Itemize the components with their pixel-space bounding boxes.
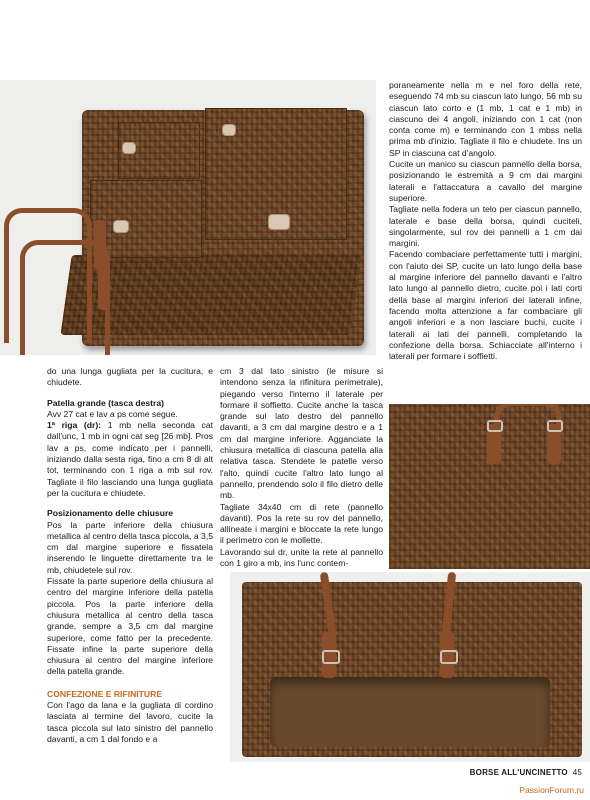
- clasp-icon: [222, 124, 236, 136]
- magazine-title: BORSE ALL'UNCINETTO: [469, 768, 568, 777]
- mid-bag-photo: [389, 404, 590, 569]
- paragraph: Cucite un manico su ciascun pannello della borsa, posizionando le estremità a 9 cm dai margini laterali e l'attaccatura a cavallo del margine superiore.: [389, 159, 582, 203]
- bottom-bag-photo: [230, 572, 590, 762]
- paragraph: Fissate la parte superiore della chiusura al centro del margine inferiore della patella piccola. Pos la parte inferiore della chiusura metallica al centro della tasca grande, sempre a 3,5 cm dal margine superiore, come fatto per la precedente. Fissate infine la parte superiore della chiusura al centro del margine inferiore della patella grande.: [47, 576, 213, 677]
- paragraph: Lavorando sul dr, unite la rete al pannello con 1 giro a mb, ins l'unc contem-: [220, 546, 383, 569]
- section-heading: Posizionamento delle chiusure: [47, 508, 174, 519]
- paragraph: [47, 420, 213, 499]
- paragraph: Tagliate nella fodera un telo per ciascun pannello, laterale e base della borsa, quindi cuciteli, singolarmente, sul rov dei pannelli a 1 cm dai margini.: [389, 204, 582, 249]
- paragraph: Tagliate 34x40 cm di rete (pannello davanti). Pos la rete su rov del pannello, allineate i margini e bloccate la rete lungo il perimetro con le mollette.: [220, 501, 383, 546]
- section-heading: CONFEZIONE E RIFINITURE: [47, 688, 163, 699]
- text-column-middle: [220, 366, 383, 569]
- row-text: 1 mb nella seconda cat dall'unc, 1 mb in ogni cat seg [26 mb]. Pros lav a ps, come indicato per i pannelli, iniziando dalla sesta riga, fino a cm 8 di alt tot, terminando con 1 riga a mb sul rov. Tagliate il filo lasciando una lunga gugliata per la cucitura e chiudete.: [47, 420, 213, 498]
- paragraph: Avv 27 cat e lav a ps come segue.: [47, 408, 178, 419]
- ring-icon: [440, 650, 458, 664]
- top-bag-photo: [0, 80, 376, 355]
- ring-icon: [487, 420, 503, 432]
- text-column-left: [47, 366, 213, 745]
- ring-icon: [322, 650, 340, 664]
- ring-icon: [547, 420, 563, 432]
- paragraph: do una lunga gugliata per la cucitura, e chiudete.: [47, 366, 213, 388]
- paragraph: cm 3 dal lato sinistro (le misure si intendono senza la rifinitura perimetrale), piegando verso l'interno il laterale per formare il soffietto. Cucite anche la tasca grande sul lato destro del pannello davanti, a 3 cm dal margine destro e a 1 cm dal margine inferiore. Agganciate la chiusura metallica di ciascuna patella alla relativa tasca. Stendete le patelle verso l'alto, quindi cucite l'altro lato lungo al pannello, prendendo solo il filo dietro delle mb.: [220, 366, 383, 501]
- page-number: 45: [572, 768, 582, 777]
- paragraph: Pos la parte inferiore della chiusura metallica al centro della tasca piccola, a 3,5 cm dal margine superiore e fissatela inserendo le linguette direttamente tra le mb, chiudetele sul rov.: [47, 519, 213, 575]
- clasp-icon: [122, 142, 136, 154]
- paragraph: poraneamente nella m e nel foro della rete, eseguendo 74 mb su ciascun lato lungo, 56 mb su ciascun lato corto e (1 mb, 1 cat e 1 mb) in ciascuno dei 4 angoli, iniziando con 1 cat (non conta come m) e terminando con 1 mbss nella prima mb d'inizio. Tagliate il filo e chiudete. Ins un SP in ciascuna cat d'angolo.: [389, 80, 582, 158]
- lining: [270, 677, 550, 747]
- row-label: 1ª riga (dr):: [47, 420, 102, 431]
- paragraph: Facendo combaciare perfettamente tutti i margini, con l'aiuto dei SP, cucite un lato lungo della base al margine inferiore del pannello davanti e l'altro lato lungo al pannello dietro, cucite poi i lati corti della base al margini inferiori dei laterali infine, facendo molta attenzione a far combaciare gli angoli inferiori e a non lasciare buchi, cucite i laterali ai lati dei pannelli, completando la confezione della borsa. Schiacciate all'interno i laterali per formare i soffietti.: [389, 249, 582, 362]
- text-column-right-top: [389, 80, 582, 362]
- clasp-icon: [113, 220, 129, 233]
- paragraph: Con l'ago da lana e la gugliata di cordino lasciata al termine del lavoro, cucite la tasca piccola sul lato sinistro del pannello davanti, a cm 1 dal fondo e a: [47, 700, 213, 744]
- section-heading: Patella grande (tasca destra): [47, 397, 165, 408]
- strap-tab: [98, 260, 110, 310]
- clasp-icon: [268, 214, 290, 230]
- page-footer: [470, 768, 582, 777]
- small-pocket: [90, 180, 202, 258]
- watermark: PassionForum.ru: [519, 785, 584, 795]
